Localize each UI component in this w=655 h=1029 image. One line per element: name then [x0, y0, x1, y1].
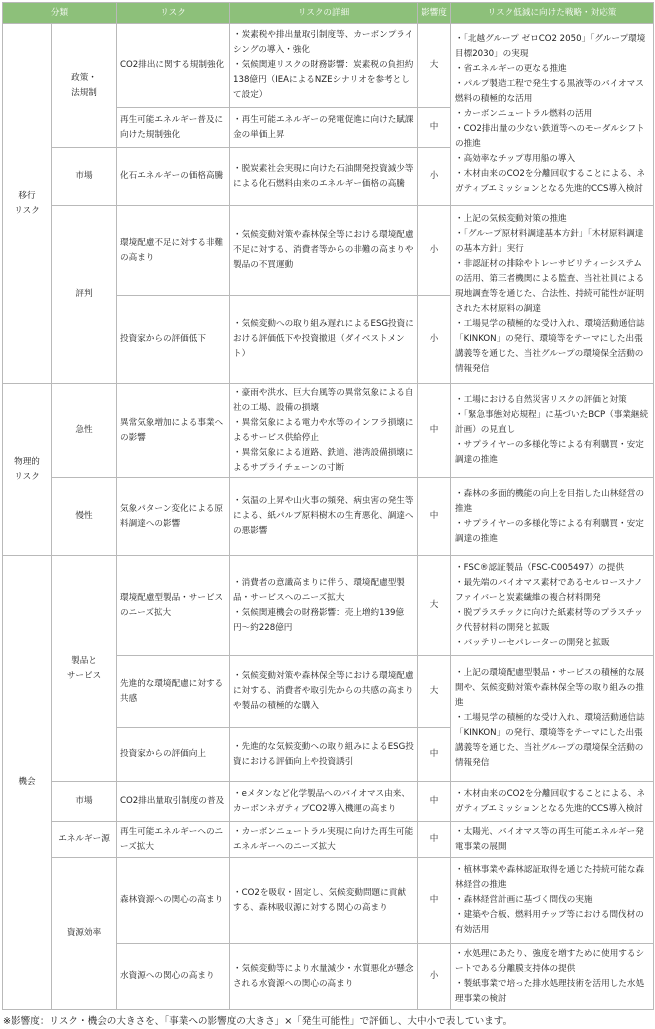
strategy-line: ・FSC®認証製品（FSC-C005497）の提供 [455, 562, 624, 573]
detail-cell: ・気候変動対策や森林保全等における環境配慮に対する、消費者や取引先からの共感の高まりや製品の積極的な購入 [230, 656, 418, 728]
strategy-line: ・上記の環境配慮型製品・サービスの積極的な展開や、気候変動対策や森林保全等の取り組みの推進 [455, 668, 645, 708]
strategy-line: ・サプライヤーの多様化等による有利購買・安定調達の推進 [455, 440, 644, 465]
impact-cell: 小 [418, 944, 451, 1010]
risk-cell: 環境配慮型製品・サービスのニーズ拡大 [117, 556, 230, 656]
header-risk: リスク [117, 3, 230, 24]
risk-cell: 先進的な環境配慮に対する共感 [117, 656, 230, 728]
strategy-line: ・森林の多面的機能の向上を目指した山林経営の推進 [455, 488, 645, 514]
strategy-line: ・「北越グループ ゼロCO2 2050」「グループ環境目標2030」の実現 [455, 34, 646, 59]
subgroup-chronic: 慢性 [52, 478, 117, 556]
strategy-line: ・パルプ製造工程で発生する黒液等のバイオマス燃料の積極的な活用 [455, 79, 644, 104]
group-opportunity: 機会 [3, 556, 52, 1010]
strategy-cell [451, 782, 654, 822]
strategy-cell [451, 858, 654, 944]
strategy-line: ・「緊急事態対応規程」に基づいたBCP（事業継続計画）の見直し [455, 410, 649, 435]
strategy-line: ・サプライヤーの多様化等による有利購買・安定調達の推進 [455, 518, 644, 544]
detail-cell: ・豪雨や洪水、巨大台風等の異常気象による自社の工場、設備の損壊 ・異常気象による電力や水等のインフラ損壊によるサービス供給停止 ・異常気象による道路、鉄道、港湾設備損壊によるサプライチェーンの寸断 [230, 384, 418, 478]
strategy-cell [451, 206, 654, 384]
detail-cell: ・消費者の意識高まりに伴う、環境配慮型製品・サービスへのニーズ拡大 ・気候関連機会の財務影響：売上増約139億円〜約228億円 [230, 556, 418, 656]
group-physical-risk: 物理的 リスク [3, 384, 52, 556]
subgroup-market: 市場 [52, 782, 117, 822]
strategy-cell [451, 556, 654, 656]
subgroup-resource-efficiency: 資源効率 [52, 858, 117, 1010]
detail-cell: ・再生可能エネルギーの発電促進に向けた賦課金の単価上昇 [230, 108, 418, 148]
strategy-line: ・太陽光、バイオマス等の再生可能エネルギー発電事業の展開 [455, 826, 644, 852]
risk-cell: 投資家からの評価低下 [117, 296, 230, 384]
strategy-line: ・工場見学の積極的な受け入れ、環境活動通信誌「KINKON」の発行、環境等をテーマにした出張講義等を通じた、当社グループの環境保全活動の情報発信 [455, 319, 645, 374]
strategy-line: ・建築や合板、燃料用チップ等における間伐材の有効活用 [455, 910, 644, 935]
subgroup-reputation: 評判 [52, 206, 117, 384]
impact-cell: 中 [418, 728, 451, 782]
strategy-cell [451, 822, 654, 858]
impact-cell: 中 [418, 384, 451, 478]
impact-cell: 大 [418, 24, 451, 108]
strategy-line: ・カーボンニュートラル燃料の活用 [455, 109, 593, 119]
risk-cell: CO2排出に関する規制強化 [117, 24, 230, 108]
detail-cell: ・炭素税や排出量取引制度等、カーボンプライシングの導入・強化 ・気候関連リスクの財務影響：炭素税の負担約138億円（IEAによるNZEシナリオを参考として設定） [230, 24, 418, 108]
strategy-line: ・CO2排出量の少ない鉄道等へのモーダルシフトの推進 [455, 124, 645, 149]
strategy-line: ・森林経営計画に基づく間伐の実施 [455, 895, 593, 905]
strategy-line: ・「グループ原材料調達基本方針」「木材原料調達の基本方針」実行 [455, 229, 644, 254]
strategy-line: ・脱プラスチックに向けた紙素材等のプラスチック代替材料の開発と拡販 [455, 607, 643, 633]
strategy-line: ・工場における自然災害リスクの評価と対策 [455, 395, 627, 405]
risk-cell: 投資家からの評価向上 [117, 728, 230, 782]
impact-cell: 小 [418, 206, 451, 296]
climate-risk-table [2, 2, 654, 1010]
risk-cell: 異常気象増加による事業への影響 [117, 384, 230, 478]
subgroup-energy-source: エネルギー源 [52, 822, 117, 858]
strategy-cell [451, 24, 654, 206]
impact-cell: 中 [418, 858, 451, 944]
risk-cell: 環境配慮不足に対する非難の高まり [117, 206, 230, 296]
strategy-line: ・最先端のバイオマス素材であるセルロースナノファイバーと炭素繊維の複合材料開発 [455, 577, 643, 603]
header-detail: リスクの詳細 [230, 3, 418, 24]
impact-cell: 中 [418, 822, 451, 858]
subgroup-policy: 政策・ 法規制 [52, 24, 117, 148]
strategy-line: ・省エネルギーの更なる推進 [455, 64, 567, 74]
table-row [3, 556, 654, 656]
detail-cell: ・カーボンニュートラル実現に向けた再生可能エネルギーへのニーズ拡大 [230, 822, 418, 858]
strategy-line: ・製紙事業で培った排水処理技術を活用した水処理事業の検討 [455, 978, 645, 1004]
subgroup-market: 市場 [52, 148, 117, 206]
detail-cell: ・気温の上昇や山火事の頻発、病虫害の発生等による、紙パルプ原料樹木の生育悪化、調達への悪影響 [230, 478, 418, 556]
detail-cell: ・気候変動対策や森林保全等における環境配慮不足に対する、消費者等からの非難の高まりや製品の不買運動 [230, 206, 418, 296]
table-row [3, 822, 654, 858]
detail-cell: ・脱炭素社会実現に向けた石油開発投資減少等による化石燃料由来のエネルギー価格の高騰 [230, 148, 418, 206]
strategy-cell [451, 656, 654, 782]
impact-cell: 中 [418, 108, 451, 148]
risk-cell: 再生可能エネルギー普及に向けた規制強化 [117, 108, 230, 148]
detail-cell: ・CO2を吸収・固定し、気候変動問題に貢献する、森林吸収源に対する関心の高まり [230, 858, 418, 944]
detail-cell: ・気候変動への取り組み遅れによるESG投資における評価低下や投資撤退（ダイベストメント） [230, 296, 418, 384]
risk-cell: CO2排出量取引制度の普及 [117, 782, 230, 822]
strategy-line: ・木材由来のCO2を分離回収することによる、ネガティブエミッションとなる先進的CCS導入検討 [455, 169, 646, 194]
impact-cell: 大 [418, 656, 451, 728]
risk-cell: 気象パターン変化による原料調達への影響 [117, 478, 230, 556]
impact-cell: 大 [418, 556, 451, 656]
footnote: ※影響度：リスク・機会の大きさを、「事業への影響度の大きさ」×「発生可能性」で評価し、大中小で表しています。 [3, 1016, 513, 1027]
strategy-line: ・高効率なチップ専用船の導入 [455, 154, 576, 164]
subgroup-acute: 急性 [52, 384, 117, 478]
detail-cell: ・eメタンなど化学製品へのバイオマス由来、カーボンネガティブCO2導入機運の高まり [230, 782, 418, 822]
table-row [3, 206, 654, 296]
risk-cell: 化石エネルギーの価格高騰 [117, 148, 230, 206]
impact-cell: 小 [418, 148, 451, 206]
strategy-line: ・水処理にあたり、強度を増すために使用するシートである分離膜支持体の提供 [455, 948, 645, 974]
header-impact: 影響度 [418, 3, 451, 24]
table-row [3, 478, 654, 556]
header-strategy: リスク低減に向けた戦略・対応策 [451, 3, 654, 24]
detail-cell: ・気候変動等により水量減少・水質悪化が懸念される水資源への関心の高まり [230, 944, 418, 1010]
strategy-line: ・木材由来のCO2を分離回収することによる、ネガティブエミッションとなる先進的CCS導入検討 [455, 788, 646, 814]
subgroup-products-services: 製品と サービス [52, 556, 117, 782]
table-row [3, 782, 654, 822]
risk-cell: 森林資源への関心の高まり [117, 858, 230, 944]
strategy-line: ・上記の気候変動対策の推進 [455, 214, 567, 224]
strategy-cell [451, 384, 654, 478]
group-transition-risk: 移行 リスク [3, 24, 52, 384]
impact-cell: 中 [418, 478, 451, 556]
strategy-line: ・工場見学の積極的な受け入れ、環境活動通信誌「KINKON」の発行、環境等をテーマにした出張講義等を通じた、当社グループの環境保全活動の情報発信 [455, 713, 645, 768]
strategy-line: ・バッテリーセパレーターの開発と拡販 [455, 637, 610, 648]
risk-cell: 水資源への関心の高まり [117, 944, 230, 1010]
table-row [3, 384, 654, 478]
impact-cell: 中 [418, 782, 451, 822]
detail-cell: ・先進的な気候変動への取り組みによるESG投資における評価向上や投資誘引 [230, 728, 418, 782]
strategy-line: ・植林事業や森林認証取得を通じた持続可能な森林経営の推進 [455, 865, 645, 890]
header-row [3, 3, 654, 24]
table-row [3, 858, 654, 944]
risk-cell: 再生可能エネルギーへのニーズ拡大 [117, 822, 230, 858]
strategy-line: ・非認証材の排除やトレーサビリティーシステムの活用、第三者機関による監査、当社社員による現地調査等を通じた、合法性、持続可能性が証明された木材原料の調達 [455, 259, 645, 314]
table-row [3, 24, 654, 108]
strategy-cell [451, 478, 654, 556]
impact-cell: 小 [418, 296, 451, 384]
strategy-cell [451, 944, 654, 1010]
header-category: 分類 [3, 3, 117, 24]
